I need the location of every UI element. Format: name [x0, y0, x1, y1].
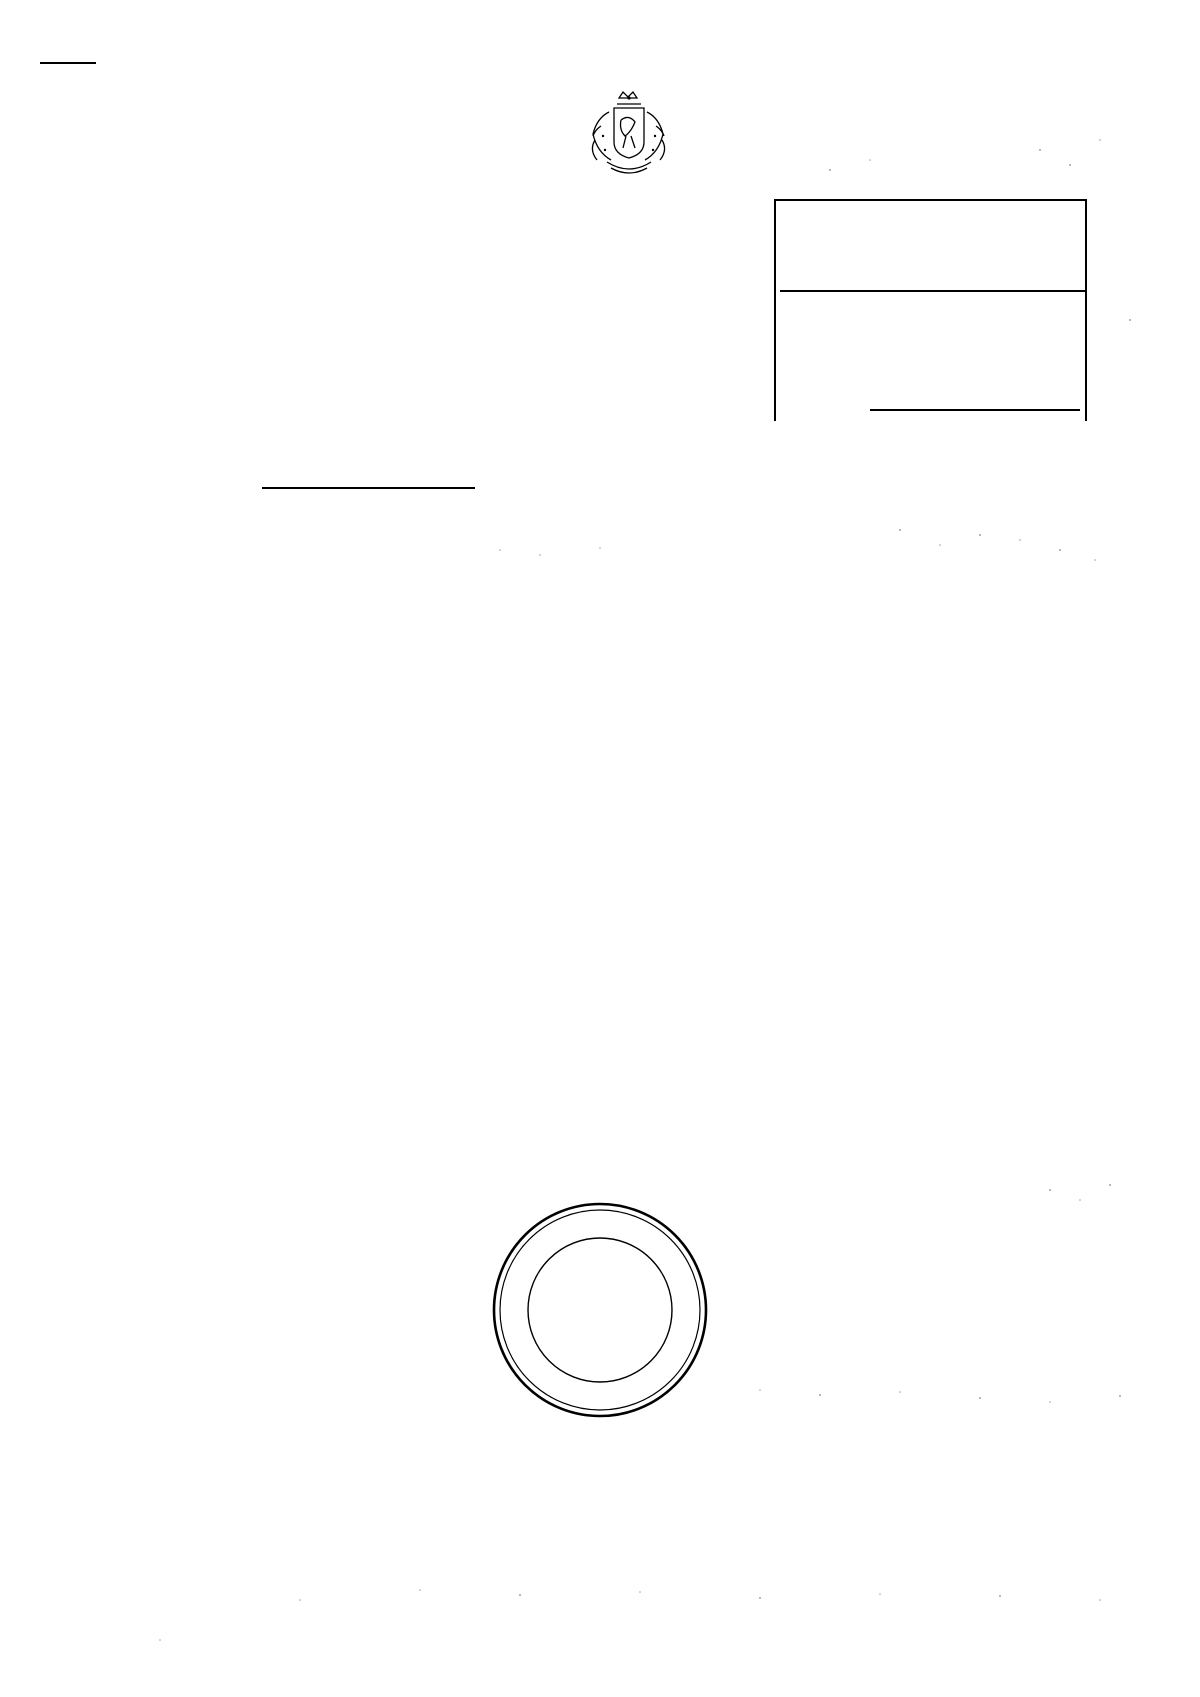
coat-of-arms-emblem [581, 90, 676, 182]
reg-number-underline [870, 409, 1080, 411]
official-seal [490, 1200, 710, 1420]
order-date-underline [262, 487, 475, 489]
reg-stamp-number [787, 384, 797, 411]
reg-stamp-date [786, 325, 1086, 352]
reg-stamp-border-right [1085, 199, 1087, 421]
reg-stamp-separator [780, 290, 1085, 292]
margin-mark [40, 62, 96, 64]
reg-stamp-border-top [774, 199, 1086, 201]
reg-stamp-border-left [774, 199, 776, 421]
